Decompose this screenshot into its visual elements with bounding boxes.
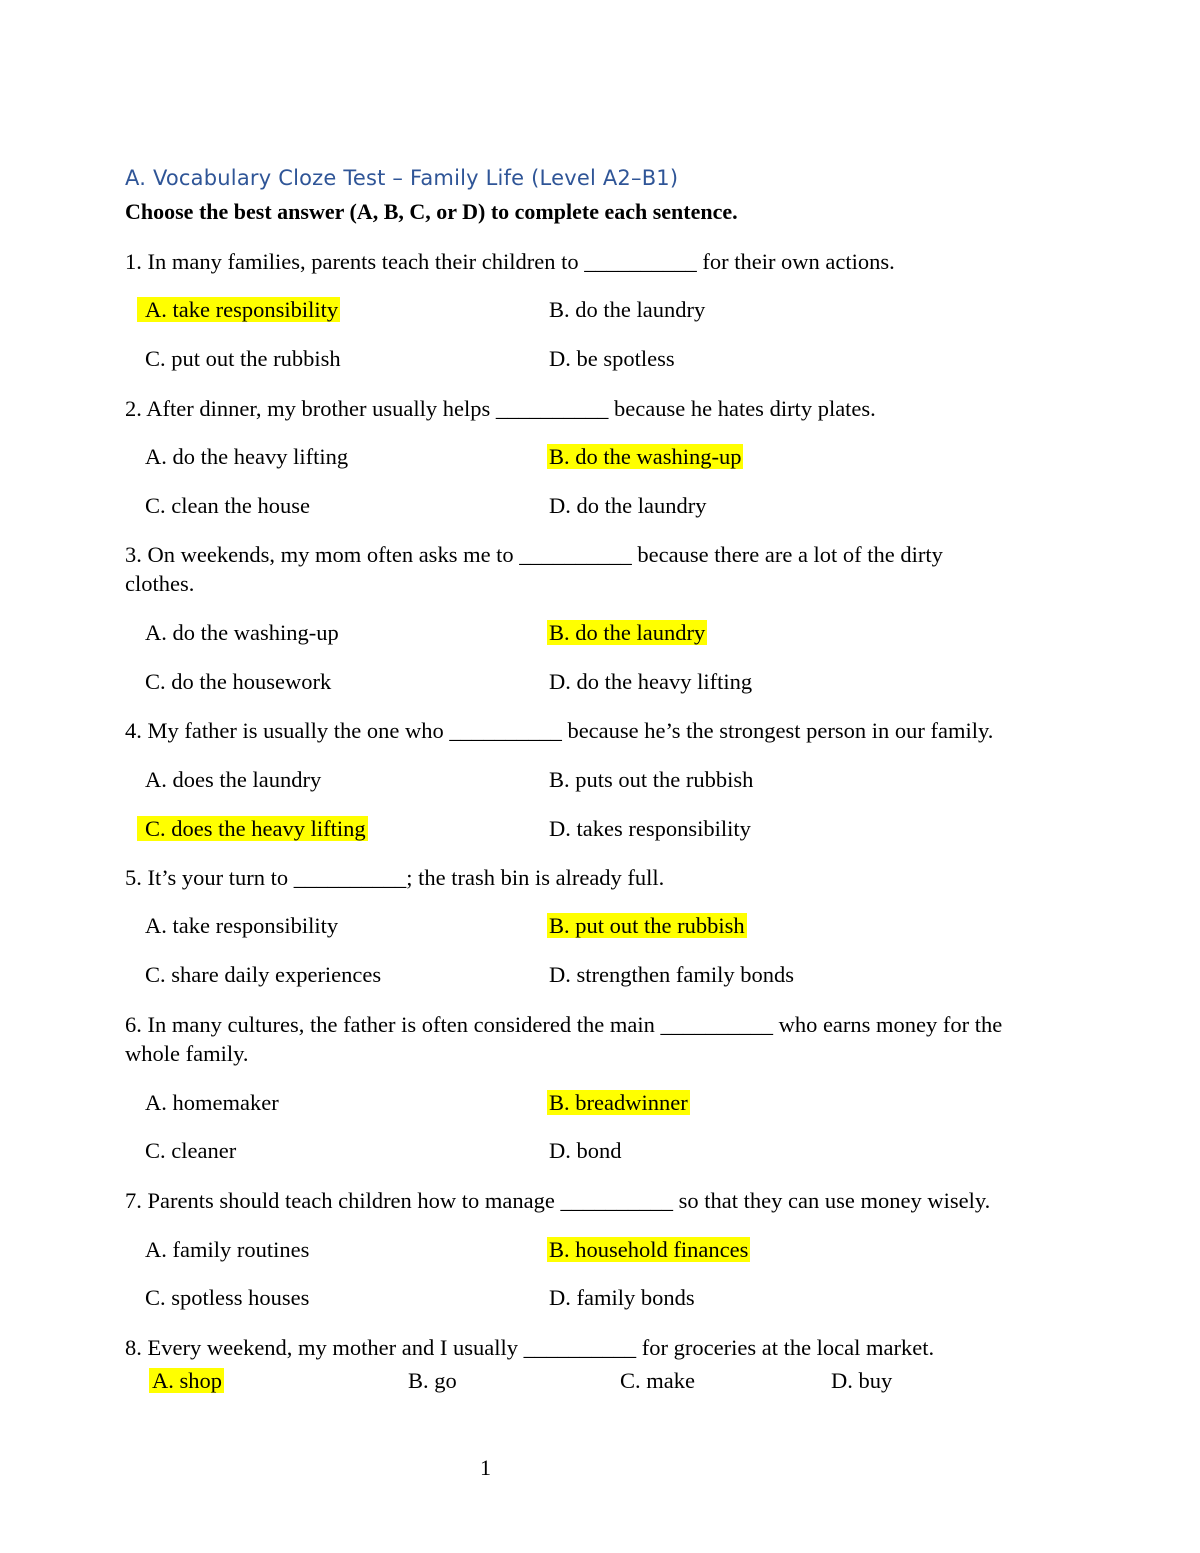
question-5-option-b[interactable] bbox=[549, 912, 747, 940]
question-2-option-d[interactable]: D. do the laundry bbox=[549, 493, 707, 518]
question-4-option-c[interactable] bbox=[145, 815, 368, 843]
question-5-stem: 5. It’s your turn to __________; the trash bin is already full. bbox=[125, 865, 665, 890]
page-number: 1 bbox=[480, 1455, 491, 1480]
question-4-stem: 4. My father is usually the one who __________ because he’s the strongest person in our family. bbox=[125, 718, 994, 743]
question-6-option-d[interactable]: D. bond bbox=[549, 1138, 622, 1163]
question-8-option-a[interactable] bbox=[152, 1367, 224, 1395]
question-6-option-b[interactable] bbox=[549, 1089, 690, 1117]
question-6-stem: 6. In many cultures, the father is often considered the main __________ who earns money for the bbox=[125, 1012, 1003, 1037]
question-3-option-c[interactable]: C. do the housework bbox=[145, 669, 332, 694]
question-1-option-d[interactable]: D. be spotless bbox=[549, 346, 675, 371]
question-8-option-b[interactable]: B. go bbox=[408, 1368, 457, 1393]
question-7-option-c[interactable]: C. spotless houses bbox=[145, 1285, 310, 1310]
question-5-option-c[interactable]: C. share daily experiences bbox=[145, 962, 382, 987]
question-2-option-a[interactable]: A. do the heavy lifting bbox=[145, 444, 349, 469]
question-6-option-c[interactable]: C. cleaner bbox=[145, 1138, 237, 1163]
answer-highlight: B. do the laundry bbox=[549, 620, 706, 645]
question-4-option-b[interactable]: B. puts out the rubbish bbox=[549, 767, 754, 792]
answer-highlight: B. put out the rubbish bbox=[549, 913, 745, 938]
question-8-option-c[interactable]: C. make bbox=[620, 1368, 695, 1393]
answer-highlight: A. shop bbox=[149, 1368, 224, 1393]
question-4-option-a[interactable]: A. does the laundry bbox=[145, 767, 322, 792]
question-3-option-a[interactable]: A. do the washing-up bbox=[145, 620, 339, 645]
question-1-option-a[interactable] bbox=[145, 296, 340, 324]
question-5-option-a[interactable]: A. take responsibility bbox=[145, 913, 339, 938]
answer-highlight: C. does the heavy lifting bbox=[137, 816, 368, 841]
answer-highlight: B. do the washing-up bbox=[549, 444, 742, 469]
question-4-option-d[interactable]: D. takes responsibility bbox=[549, 816, 751, 841]
answer-highlight: B. breadwinner bbox=[549, 1090, 688, 1115]
question-2-option-c[interactable]: C. clean the house bbox=[145, 493, 310, 518]
question-1-stem: 1. In many families, parents teach their children to __________ for their own actions. bbox=[125, 249, 895, 274]
question-3-option-d[interactable]: D. do the heavy lifting bbox=[549, 669, 753, 694]
question-7-stem: 7. Parents should teach children how to manage __________ so that they can use money wisely. bbox=[125, 1188, 991, 1213]
question-5-option-d[interactable]: D. strengthen family bonds bbox=[549, 962, 794, 987]
instructions: Choose the best answer (A, B, C, or D) to complete each sentence. bbox=[125, 199, 738, 224]
question-2-stem: 2. After dinner, my brother usually helps __________ because he hates dirty plates. bbox=[125, 396, 876, 421]
question-3-stem-continued: clothes. bbox=[125, 571, 195, 596]
question-3-option-b[interactable] bbox=[549, 619, 707, 647]
question-7-option-b[interactable] bbox=[549, 1236, 750, 1264]
question-6-option-a[interactable]: A. homemaker bbox=[145, 1090, 279, 1115]
answer-highlight: A. take responsibility bbox=[137, 297, 340, 322]
question-8-option-d[interactable]: D. buy bbox=[831, 1368, 893, 1393]
question-3-stem: 3. On weekends, my mom often asks me to __________ because there are a lot of the dirty bbox=[125, 542, 943, 567]
section-title: A. Vocabulary Cloze Test – Family Life (Level A2–B1) bbox=[125, 166, 679, 190]
question-2-option-b[interactable] bbox=[549, 443, 743, 471]
question-1-option-b[interactable]: B. do the laundry bbox=[549, 297, 706, 322]
question-7-option-a[interactable]: A. family routines bbox=[145, 1237, 310, 1262]
question-8-stem: 8. Every weekend, my mother and I usually __________ for groceries at the local market. bbox=[125, 1335, 935, 1360]
question-6-stem-continued: whole family. bbox=[125, 1041, 249, 1066]
question-1-option-c[interactable]: C. put out the rubbish bbox=[145, 346, 341, 371]
answer-highlight: B. household finances bbox=[549, 1237, 749, 1262]
question-7-option-d[interactable]: D. family bonds bbox=[549, 1285, 695, 1310]
